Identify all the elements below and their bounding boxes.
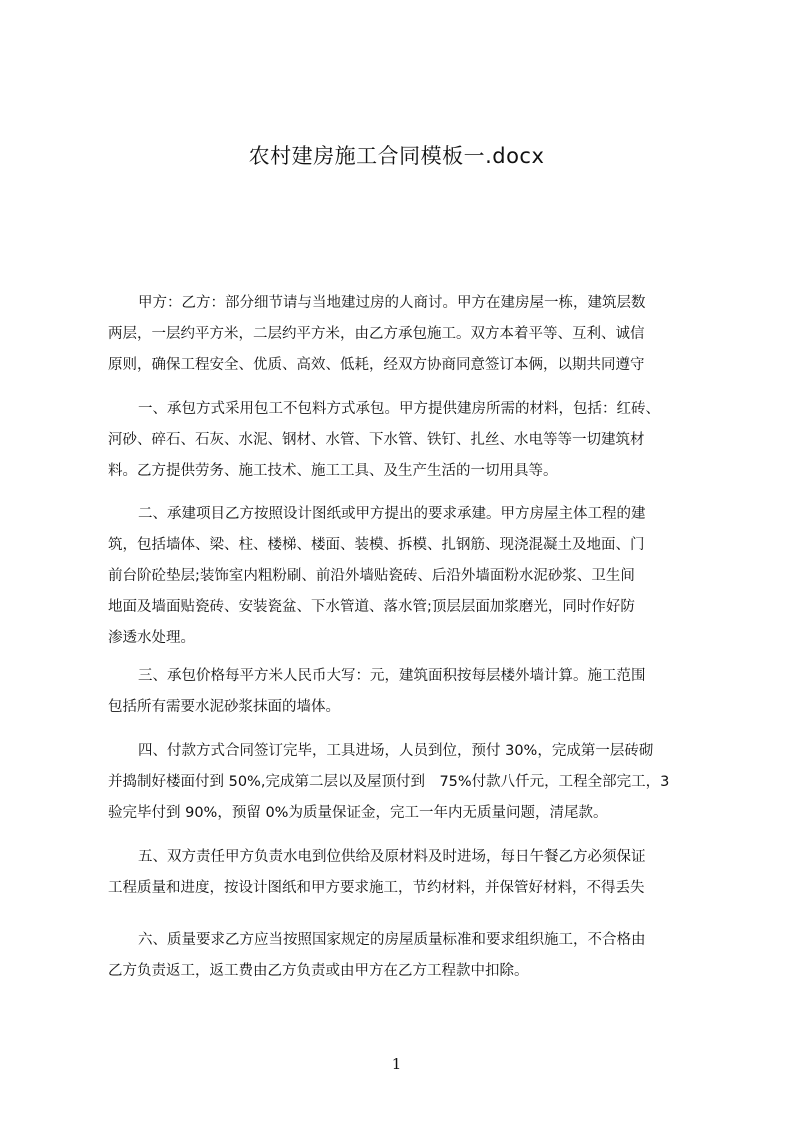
- page-number: 1: [391, 1055, 402, 1073]
- paragraph-parties: [108, 288, 700, 381]
- paragraph-line: 验完毕付到 90%，预留 0%为质量保证金，完工一年内无质量问题，清尾款。: [108, 805, 608, 821]
- paragraph-responsibilities: [108, 842, 700, 904]
- paragraph-line: 前台阶砼垫层;装饰室内粗粉刷、前沿外墙贴瓷砖、后沿外墙面粉水泥砂浆、卫生间: [108, 568, 635, 584]
- paragraph-project-scope: [108, 499, 700, 654]
- paragraph-line: 二、承建项目乙方按照设计图纸或甲方提出的要求承建。甲方房屋主体工程的建: [138, 506, 646, 522]
- paragraph-line: 渗透水处理。: [108, 630, 195, 646]
- document-title: 农村建房施工合同模板一.docx: [248, 144, 545, 168]
- paragraph-line: 并捣制好楼面付到 50%,完成第二层以及屋顶付到 75%付款八仟元，工程全部完工，3: [108, 774, 670, 790]
- paragraph-quality: [108, 925, 700, 987]
- paragraph-payment: [108, 736, 700, 829]
- paragraph-line: 四、付款方式合同签订完毕，工具进场，人员到位，预付 30%，完成第一层砖砌: [138, 743, 654, 759]
- paragraph-line: 工程质量和进度，按设计图纸和甲方要求施工，节约材料，并保管好材料，不得丢失: [108, 880, 645, 896]
- paragraph-line: 五、双方责任甲方负责水电到位供给及原材料及时进场，每日午餐乙方必须保证: [138, 849, 646, 865]
- paragraph-price: [108, 661, 700, 723]
- paragraph-line: 河砂、碎石、石灰、水泥、钢材、水管、下水管、铁钉、扎丝、水电等等一切建筑材: [108, 432, 645, 448]
- paragraph-line: 包括所有需要水泥砂浆抹面的墙体。: [108, 699, 340, 715]
- paragraph-line: 六、质量要求乙方应当按照国家规定的房屋质量标准和要求组织施工，不合格由: [138, 932, 646, 948]
- paragraph-line: 原则，确保工程安全、优质、高效、低耗，经双方协商同意签订本俩，以期共同遵守: [108, 357, 645, 373]
- paragraph-line: 两层，一层约平方米，二层约平方米，由乙方承包施工。双方本着平等、互利、诚信: [108, 326, 645, 342]
- paragraph-line: 筑，包括墙体、梁、柱、楼梯、楼面、装模、拆模、扎钢筋、现浇混凝土及地面、门: [108, 537, 645, 553]
- paragraph-line: 三、承包价格每平方米人民币大写：元，建筑面积按每层楼外墙计算。施工范围: [138, 668, 646, 684]
- paragraph-line: 料。乙方提供劳务、施工技术、施工工具、及生产生活的一切用具等。: [108, 463, 558, 479]
- paragraph-line: 乙方负责返工，返工费由乙方负责或由甲方在乙方工程款中扣除。: [108, 963, 529, 979]
- paragraph-line: 地面及墙面贴瓷砖、安装瓷盆、下水管道、落水管;顶层层面加浆磨光，同时作好防: [108, 599, 635, 615]
- paragraph-line: 甲方：乙方：部分细节请与当地建过房的人商讨。甲方在建房屋一栋，建筑层数: [138, 295, 646, 311]
- paragraph-line: 一、承包方式采用包工不包料方式承包。甲方提供建房所需的材料，包括：红砖、: [138, 401, 660, 417]
- paragraph-contract-method: [108, 394, 700, 487]
